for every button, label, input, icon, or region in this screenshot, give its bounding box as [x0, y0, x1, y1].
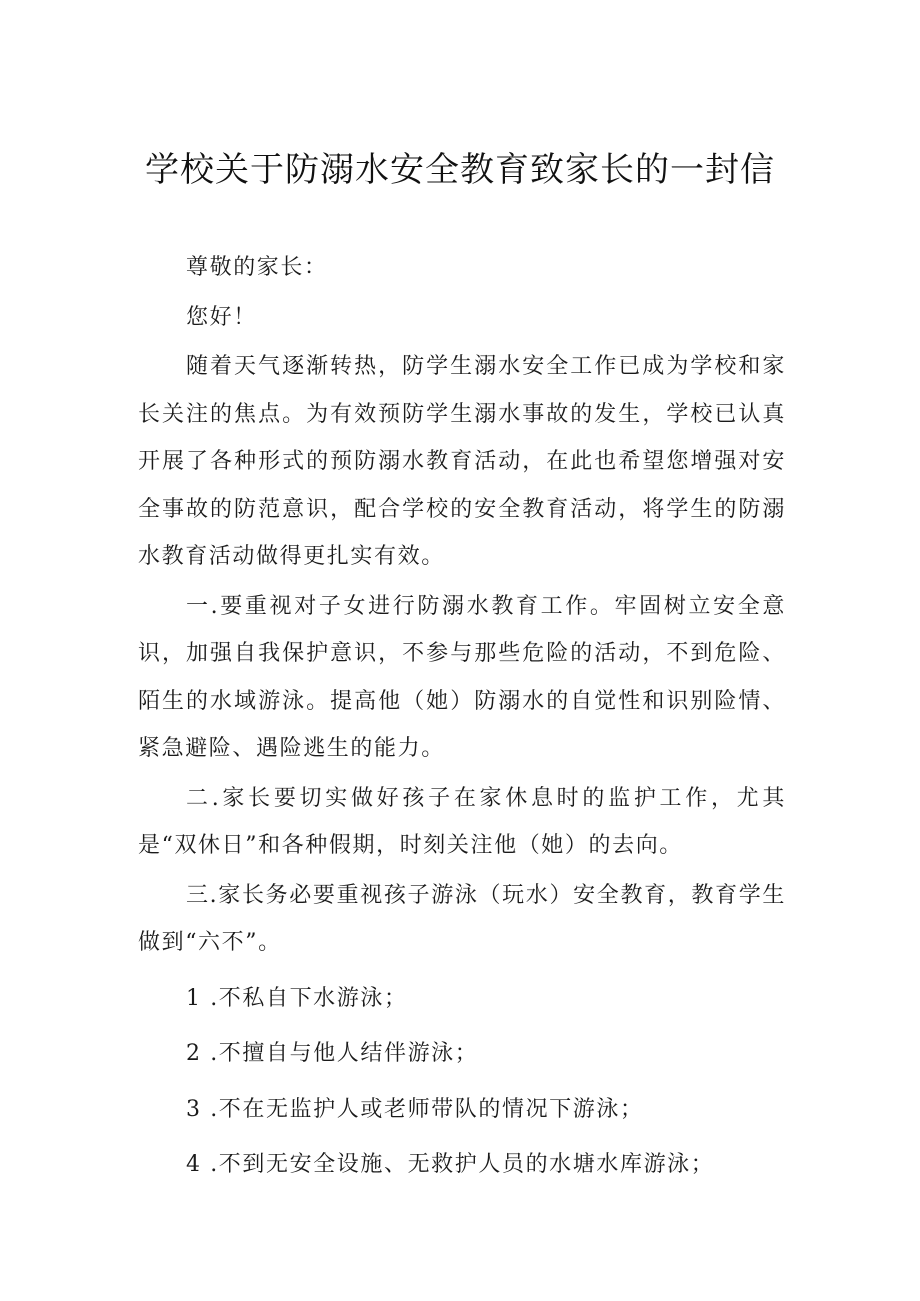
point-two-paragraph: 二.家长要切实做好孩子在家休息时的监护工作，尤其是“双休日”和各种假期，时刻关注他（她）的去向。 [138, 785, 786, 858]
point-one-paragraph: 一.要重视对子女进行防溺水教育工作。牢固树立安全意识，加强自我保护意识，不参与那些危险的活动，不到危险、陌生的水域游泳。提高他（她）防溺水的自觉性和识别险情、紧急避险、遇险逃生的能力。 [138, 593, 786, 761]
salutation: 尊敬的家长： [186, 255, 328, 280]
rule-item: 1 .不私自下水游泳； [186, 985, 408, 1011]
rule-item: 3 .不在无监护人或老师带队的情况下游泳； [186, 1096, 644, 1122]
intro-paragraph: 随着天气逐渐转热，防学生溺水安全工作已成为学校和家长关注的焦点。为有效预防学生溺水事故的发生，学校已认真开展了各种形式的预防溺水教育活动，在此也希望您增强对安全事故的防范意识，配合学校的安全教育活动，将学生的防溺水教育活动做得更扎实有效。 [138, 354, 786, 569]
greeting: 您好！ [186, 304, 257, 330]
document-title: 学校关于防溺水安全教育致家长的一封信 [145, 150, 775, 190]
letter-body [138, 244, 786, 1189]
rule-item: 4 .不到无安全设施、无救护人员的水塘水库游泳； [186, 1152, 715, 1177]
point-three-paragraph: 三.家长务必要重视孩子游泳（玩水）安全教育，教育学生做到“六不”。 [138, 882, 786, 955]
rule-item: 2 .不擅自与他人结伴游泳； [186, 1041, 479, 1066]
